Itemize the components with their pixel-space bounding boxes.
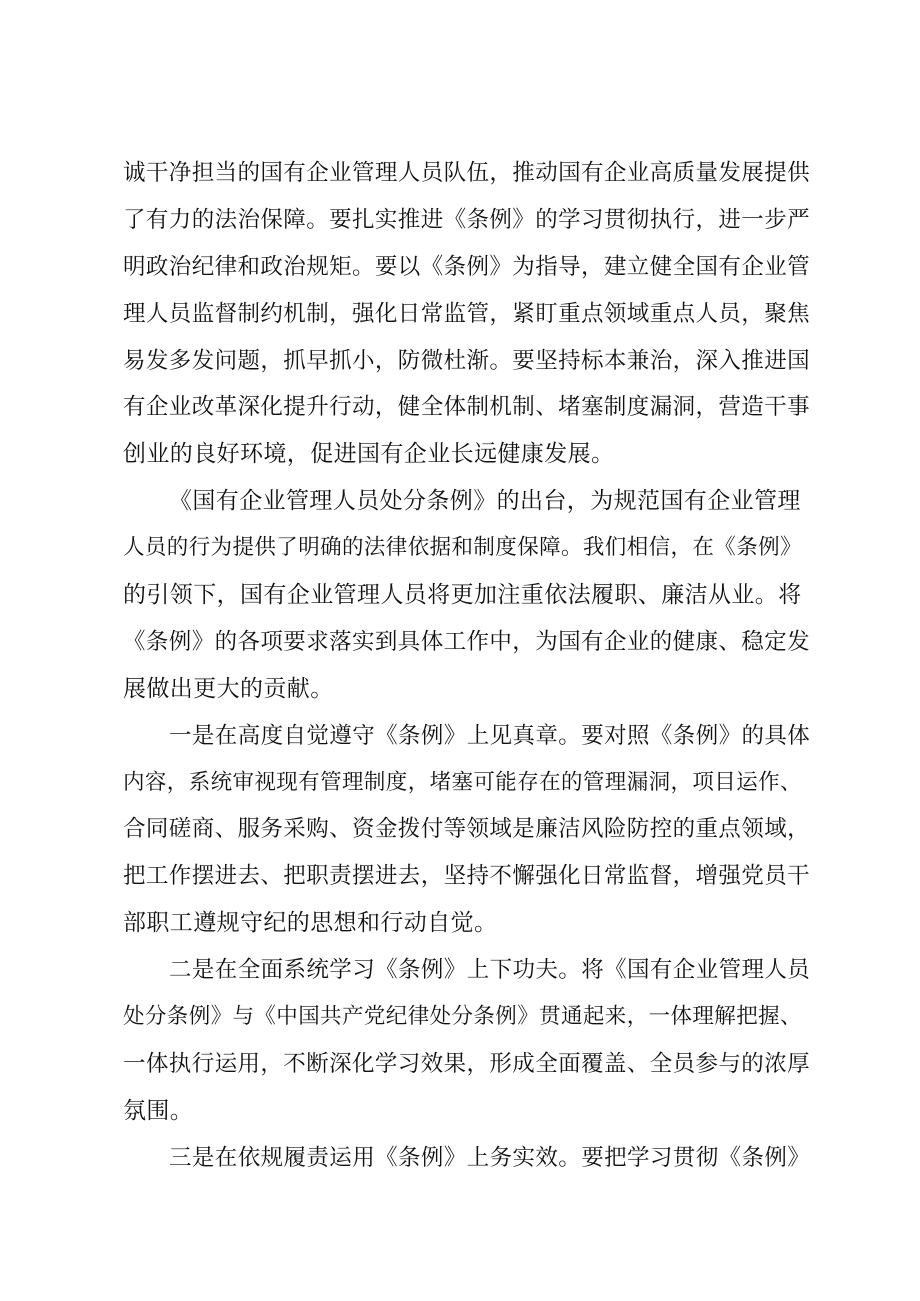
text-line: 氛围。 <box>123 1097 194 1124</box>
paragraph-first-line: 一是在高度自觉遵守《条例》上见真章。要对照《条例》的具体 <box>169 722 811 749</box>
text-line: 明政治纪律和政治规矩。要以《条例》为指导，建立健全国有企业管 <box>123 253 811 280</box>
text-line: 易发多发问题，抓早抓小，防微杜渐。要坚持标本兼治，深入推进国 <box>123 347 811 374</box>
text-line: 了有力的法治保障。要扎实推进《条例》的学习贯彻执行，进一步严 <box>123 206 811 233</box>
text-line: 一体执行运用，不断深化学习效果，形成全面覆盖、全员参与的浓厚 <box>123 1050 811 1077</box>
text-line: 合同磋商、服务采购、资金拨付等领域是廉洁风险防控的重点领域， <box>123 816 811 843</box>
text-line: 把工作摆进去、把职责摆进去，坚持不懈强化日常监督，增强党员干 <box>123 863 811 890</box>
paragraph-first-line: 三是在依规履责运用《条例》上务实效。要把学习贯彻《条例》 <box>169 1144 811 1171</box>
text-line: 的引领下，国有企业管理人员将更加注重依法履职、廉洁从业。将 <box>123 582 802 609</box>
text-line: 展做出更大的贡献。 <box>123 675 334 702</box>
paragraph-first-line: 二是在全面系统学习《条例》上下功夫。将《国有企业管理人员 <box>169 957 811 984</box>
text-line: 部职工遵规守纪的思想和行动自觉。 <box>123 910 498 937</box>
text-line: 有企业改革深化提升行动，健全体制机制、堵塞制度漏洞，营造干事 <box>123 394 811 421</box>
text-line: 处分条例》与《中国共产党纪律处分条例》贯通起来，一体理解把握、 <box>123 1004 802 1030</box>
paragraph-first-line: 《国有企业管理人员处分条例》的出台，为规范国有企业管理 <box>169 488 801 515</box>
text-line: 人员的行为提供了明确的法律依据和制度保障。我们相信，在《条例》 <box>123 535 802 561</box>
text-line: 《条例》的各项要求落实到具体工作中，为国有企业的健康、稳定发 <box>123 628 811 655</box>
text-line: 创业的良好环境，促进国有企业长远健康发展。 <box>123 441 615 468</box>
text-line: 诚干净担当的国有企业管理人员队伍，推动国有企业高质量发展提供 <box>123 160 811 186</box>
text-line: 理人员监督制约机制，强化日常监管，紧盯重点领域重点人员，聚焦 <box>123 300 811 327</box>
text-line: 内容，系统审视现有管理制度，堵塞可能存在的管理漏洞，项目运作、 <box>123 769 802 795</box>
document-body <box>123 150 813 1182</box>
